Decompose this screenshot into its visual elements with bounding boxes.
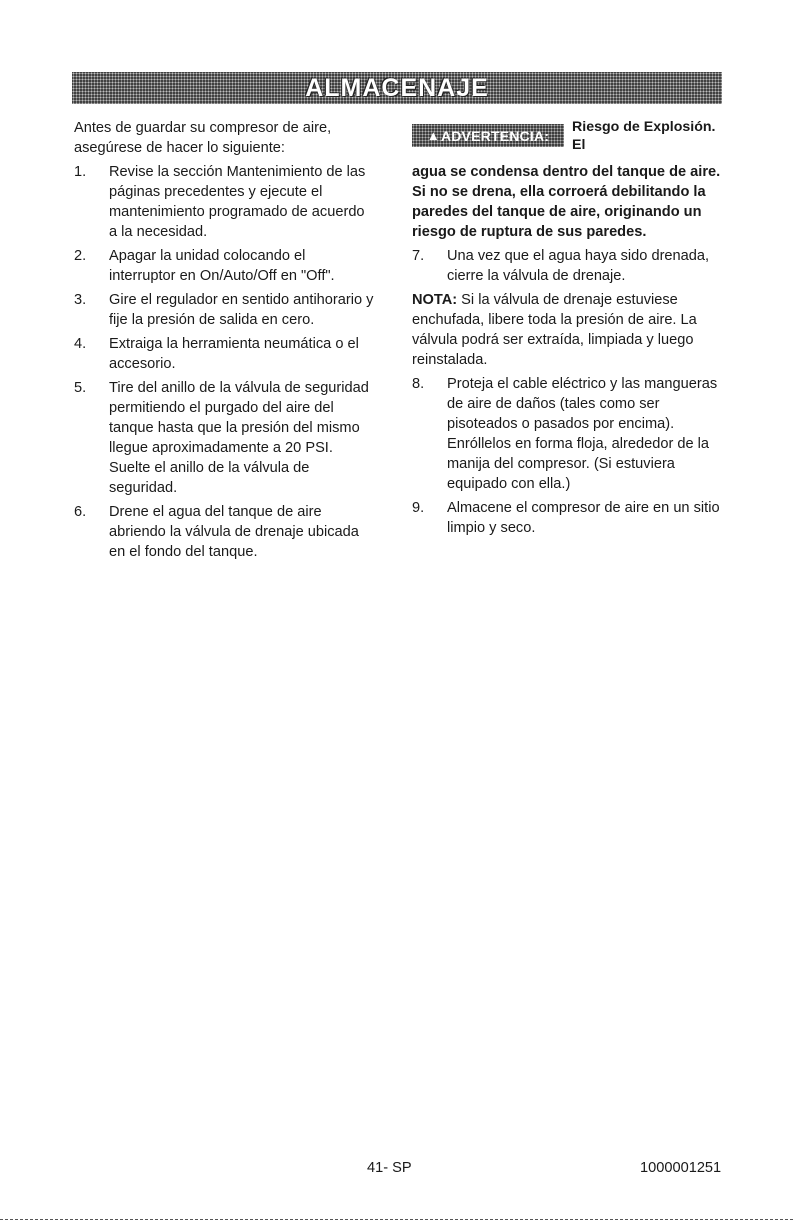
bottom-divider bbox=[0, 1219, 793, 1220]
list-item bbox=[74, 290, 374, 330]
list-item-number: 6. bbox=[74, 504, 87, 520]
list-item bbox=[74, 502, 374, 562]
list-item-text: Extraiga la herramienta neumática o el accesorio. bbox=[109, 336, 359, 372]
page-number: 41- SP bbox=[367, 1160, 412, 1176]
list-item-number: 2. bbox=[74, 248, 87, 264]
list-item-text: Apagar la unidad colocando el interruptor en On/Auto/Off en "Off". bbox=[109, 248, 335, 284]
list-item-text: Una vez que el agua haya sido drenada, cierre la válvula de drenaje. bbox=[447, 248, 710, 284]
list-item bbox=[412, 374, 730, 494]
page-title: ALMACENAJE bbox=[305, 73, 489, 102]
note-paragraph bbox=[412, 290, 730, 370]
list-item-text: Gire el regulador en sentido antihorario y fije la presión de salida en cero. bbox=[109, 292, 374, 328]
warning-triangle-icon: ▲ bbox=[426, 127, 440, 143]
note-label: NOTA: bbox=[412, 292, 458, 308]
list-item-text: Proteja el cable eléctrico y las mangueras de aire de daños (tales como ser pisoteados o pasados por encima). Enróllelos en forma floja, alrededor de la manija del compresor. (Si estuviera equipado con ella.) bbox=[447, 376, 718, 492]
warning-block bbox=[412, 118, 730, 162]
intro-paragraph: Antes de guardar su compresor de aire, asegúrese de hacer lo siguiente: bbox=[74, 120, 332, 156]
list-item-number: 3. bbox=[74, 292, 87, 308]
warning-body: agua se condensa dentro del tanque de aire. Si no se drena, ella corroerá debilitando la paredes del tanque de aire, originando un riesgo de ruptura de sus paredes. bbox=[412, 164, 721, 240]
document-number: 1000001251 bbox=[640, 1160, 722, 1176]
list-item bbox=[412, 246, 730, 286]
right-column bbox=[412, 118, 730, 538]
warning-label: ADVERTENCIA: bbox=[440, 127, 550, 144]
list-item-number: 8. bbox=[412, 376, 425, 392]
list-item bbox=[74, 334, 374, 374]
list-item bbox=[74, 162, 374, 242]
list-item bbox=[412, 498, 730, 538]
warning-heading: Riesgo de Explosión. El bbox=[572, 119, 716, 153]
list-item-number: 9. bbox=[412, 500, 425, 516]
list-item bbox=[74, 246, 374, 286]
list-item-text: Drene el agua del tanque de aire abriendo la válvula de drenaje ubicada en el fondo del tanque. bbox=[109, 504, 359, 560]
list-item-number: 5. bbox=[74, 380, 87, 396]
note-text: Si la válvula de drenaje estuviese enchufada, libere toda la presión de aire. La válvula podrá ser extraída, limpiada y luego reinstalada. bbox=[412, 292, 697, 368]
list-item-number: 1. bbox=[74, 164, 87, 180]
list-item-number: 4. bbox=[74, 336, 87, 352]
warning-badge bbox=[412, 124, 564, 147]
list-item-text: Almacene el compresor de aire en un sitio limpio y seco. bbox=[447, 500, 720, 536]
list-item-text: Revise la sección Mantenimiento de las páginas precedentes y ejecute el mantenimiento programado de acuerdo a la necesidad. bbox=[109, 164, 366, 240]
section-banner bbox=[72, 72, 722, 104]
list-item-number: 7. bbox=[412, 248, 425, 264]
list-item-text: Tire del anillo de la válvula de seguridad permitiendo el purgado del aire del tanque hasta que la presión del mismo llegue aproximadamente a 20 PSI. Suelte el anillo de la válvula de seguridad. bbox=[109, 380, 369, 496]
left-column bbox=[74, 118, 374, 562]
list-item bbox=[74, 378, 374, 498]
